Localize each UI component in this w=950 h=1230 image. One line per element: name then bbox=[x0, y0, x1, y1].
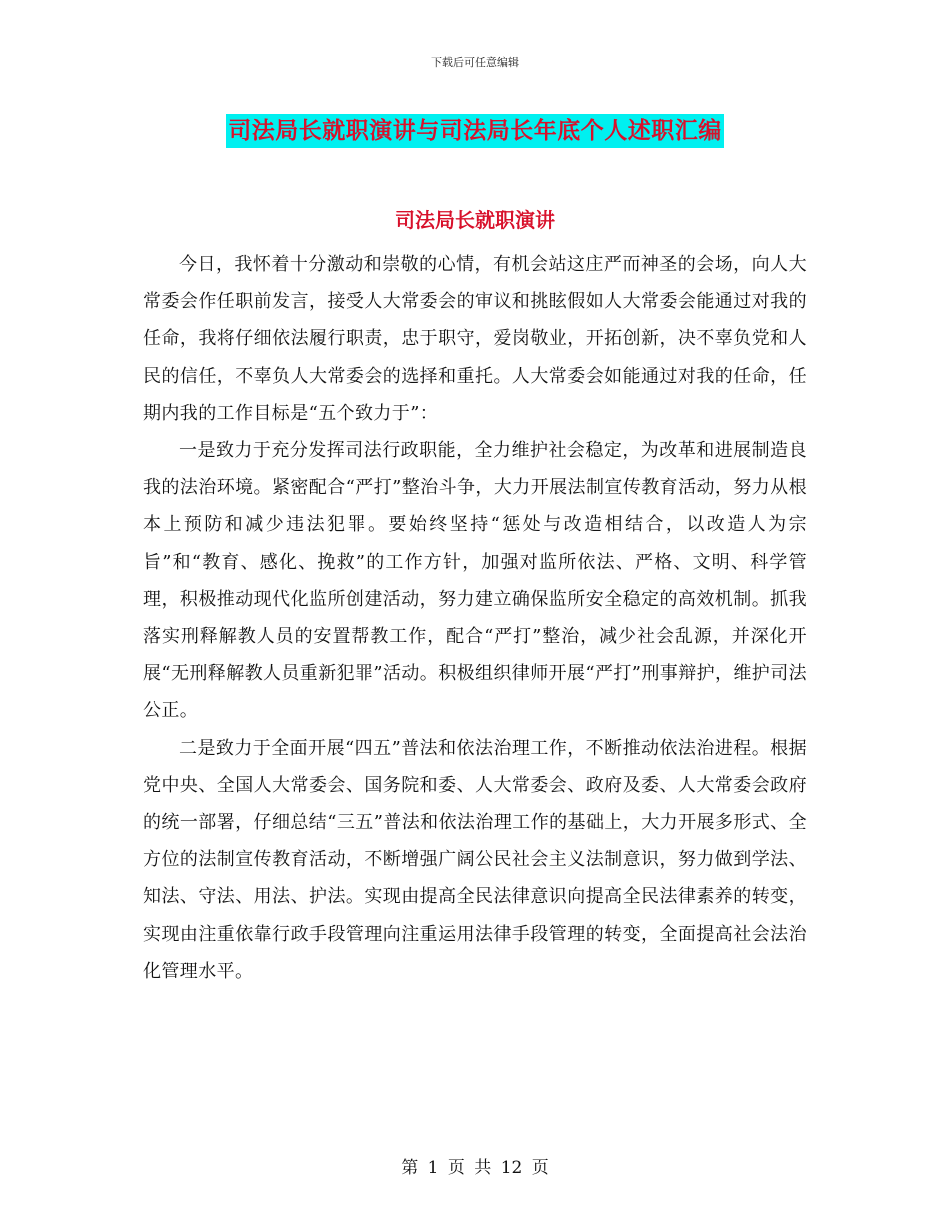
page-header: 下载后可任意编辑 bbox=[431, 56, 519, 69]
page-footer: 第 1 页 共 12 页 bbox=[401, 1158, 549, 1178]
section-title: 司法局长就职演讲 bbox=[395, 208, 555, 232]
document-body bbox=[143, 246, 807, 990]
document-title bbox=[0, 112, 950, 145]
document-title-text: 司法局长就职演讲与司法局长年底个人述职汇编 bbox=[226, 114, 724, 148]
paragraph: 今日，我怀着十分激动和崇敬的心情，有机会站这庄严而神圣的会场，向人大常委会作任职前发言，接受人大常委会的审议和挑眩假如人大常委会能通过对我的任命，我将仔细依法履行职责，忠于职守，爱岗敬业，开拓创新，决不辜负党和人民的信任，不辜负人大常委会的选择和重托。人大常委会如能通过对我的任命，任期内我的工作目标是“五个致力于”： bbox=[143, 254, 807, 424]
paragraph: 二是致力于全面开展“四五”普法和依法治理工作，不断推动依法治进程。根据党中央、全国人大常委会、国务院和委、人大常委会、政府及委、人大常委会政府的统一部署，仔细总结“三五”普法和依法治理工作的基础上，大力开展多形式、全方位的法制宣传教育活动，不断增强广阔公民社会主义法制意识，努力做到学法、知法、守法、用法、护法。实现由提高全民法律意识向提高全民法律素养的转变，实现由注重依靠行政手段管理向注重运用法律手段管理的转变，全面提高社会法治化管理水平。 bbox=[143, 737, 807, 982]
paragraph: 一是致力于充分发挥司法行政职能，全力维护社会稳定，为改革和进展制造良我的法治环境。紧密配合“严打”整治斗争，大力开展法制宣传教育活动，努力从根本上预防和减少违法犯罪。要始终坚持“惩处与改造相结合，以改造人为宗旨”和“教育、感化、挽救”的工作方针，加强对监所依法、严格、文明、科学管理，积极推动现代化监所创建活动，努力建立确保监所安全稳定的高效机制。抓我落实刑释解教人员的安置帮教工作，配合“严打”整治，减少社会乱源，并深化开展“无刑释解教人员重新犯罪”活动。积极组织律师开展“严打”刑事辩护，维护司法公正。 bbox=[143, 440, 808, 722]
